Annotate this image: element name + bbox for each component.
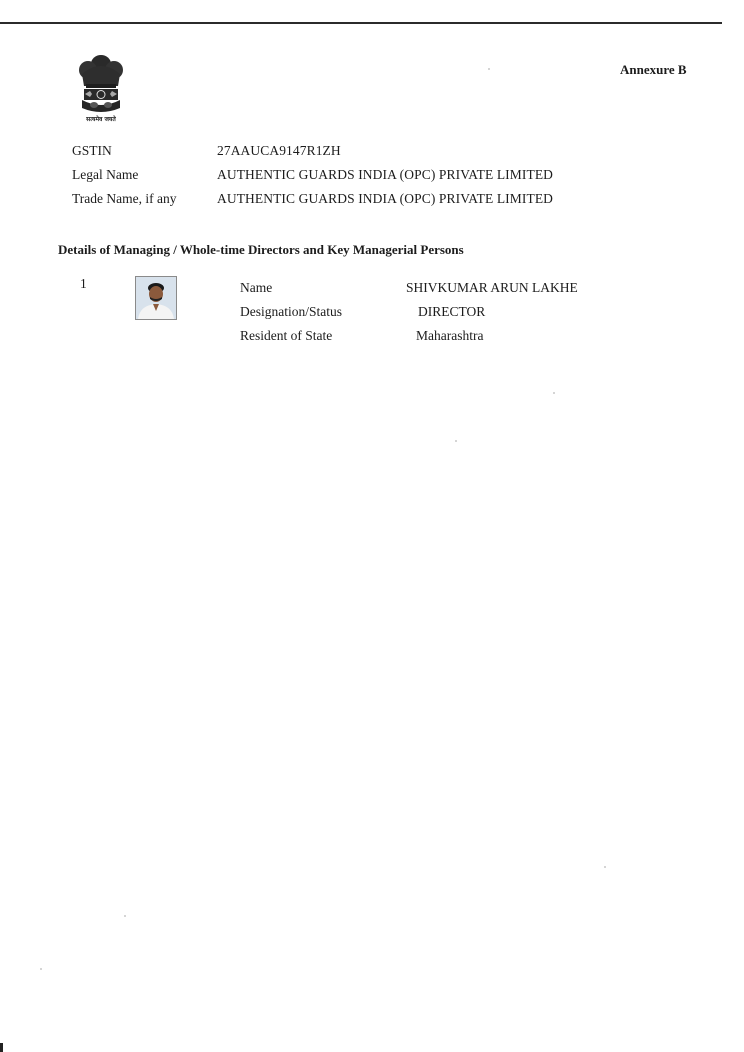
gstin-value: 27AAUCA9147R1ZH bbox=[217, 143, 341, 158]
legal-name-label: Legal Name bbox=[72, 167, 139, 182]
director-photo bbox=[135, 276, 177, 320]
director-designation-label: Designation/Status bbox=[240, 304, 342, 319]
scan-speck bbox=[40, 968, 42, 970]
top-rule bbox=[0, 22, 722, 24]
scan-speck bbox=[124, 915, 126, 917]
scan-speck bbox=[455, 440, 457, 442]
emblem-caption: सत्यमेव जयते bbox=[86, 116, 116, 123]
annexure-label: Annexure B bbox=[620, 62, 687, 77]
scan-speck bbox=[604, 866, 606, 868]
director-state-value: Maharashtra bbox=[416, 328, 484, 343]
scan-speck bbox=[488, 68, 490, 70]
director-name-value: SHIVKUMAR ARUN LAKHE bbox=[406, 280, 578, 295]
section-title: Details of Managing / Whole-time Directors and Key Managerial Persons bbox=[58, 242, 464, 257]
director-index: 1 bbox=[80, 276, 87, 291]
national-emblem-icon bbox=[74, 50, 128, 126]
director-name-label: Name bbox=[240, 280, 273, 295]
gstin-label: GSTIN bbox=[72, 143, 112, 158]
director-state-label: Resident of State bbox=[240, 328, 333, 343]
trade-name-label: Trade Name, if any bbox=[72, 191, 177, 206]
scan-speck bbox=[553, 392, 555, 394]
trade-name-value: AUTHENTIC GUARDS INDIA (OPC) PRIVATE LIMITED bbox=[217, 191, 554, 206]
scan-corner-mark bbox=[0, 1043, 3, 1052]
legal-name-value: AUTHENTIC GUARDS INDIA (OPC) PRIVATE LIMITED bbox=[217, 167, 554, 182]
director-designation-value: DIRECTOR bbox=[418, 304, 486, 319]
